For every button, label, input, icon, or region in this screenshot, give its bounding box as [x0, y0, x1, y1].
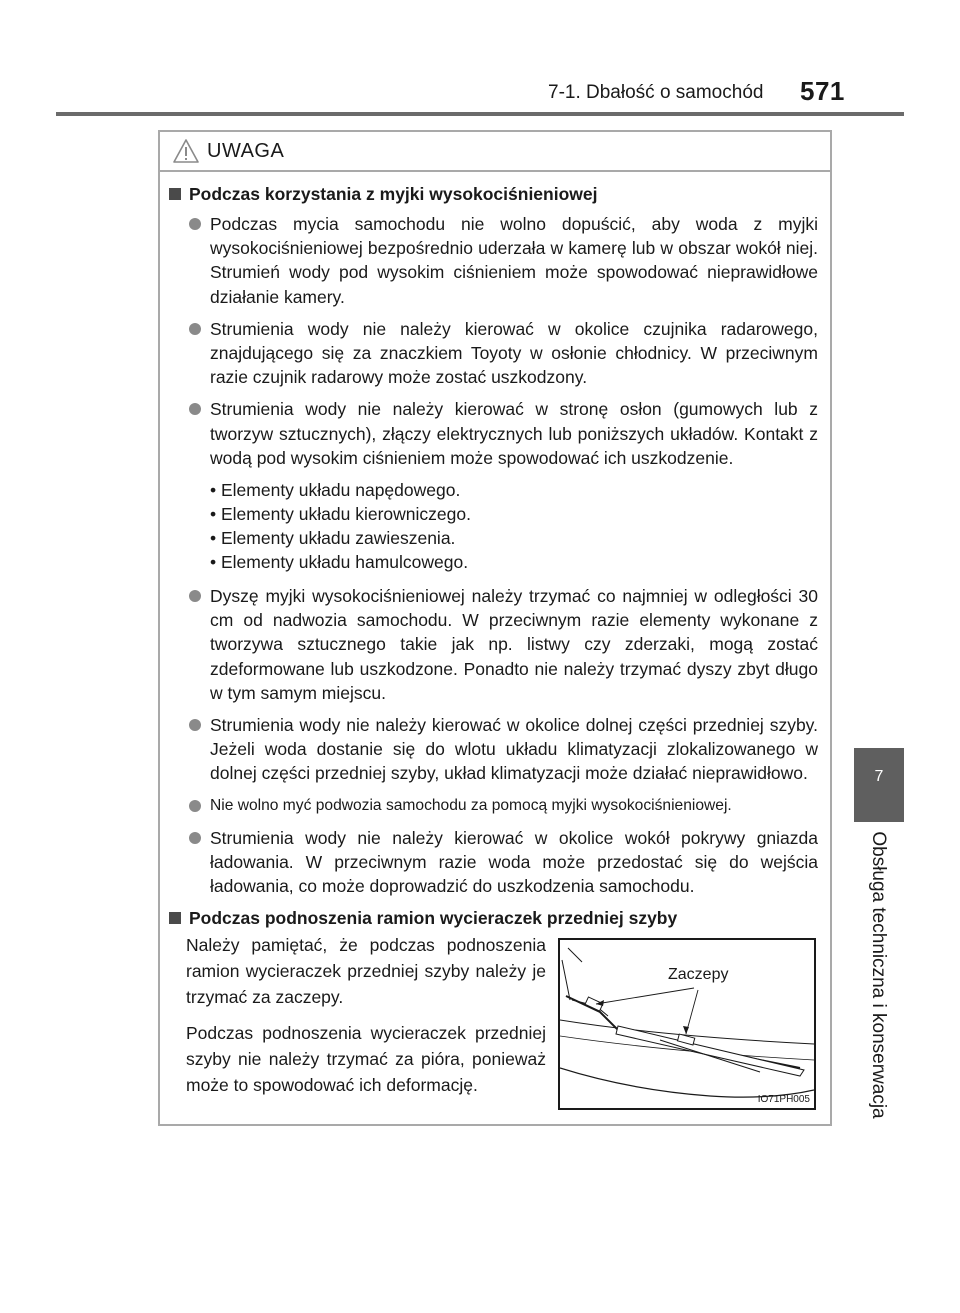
- chapter-tab: [854, 748, 904, 822]
- page-number: 571: [800, 76, 845, 106]
- chapter-title: Obsługa techniczna i konserwacja: [868, 831, 889, 1119]
- list-item: Strumienia wody nie należy kierować w okolice dolnej części przedniej szyby. Jeżeli woda dostanie się do wlotu układu klimatyzacji zlokalizowanego w dolnej części przedniej szyby, układ klimatyzacji może działać nieprawidłowo.: [168, 713, 818, 786]
- warning-box: [158, 130, 832, 1126]
- paragraph: Należy pamiętać, że podczas podnoszenia ramion wycieraczek przedniej szyby należy je trzymać za zaczepy.: [186, 935, 546, 1007]
- list-item: Strumienia wody nie należy kierować w stronę osłon (gumowych lub z tworzyw sztucznych), złączy elektrycznych lub poniższych układów. Kontakt z wodą pod wysokim ciśnieniem może spowodować ich uszkodzenie.: [168, 397, 818, 470]
- warning-label: UWAGA: [207, 140, 285, 162]
- sublist-item: • Elementy układu napędowego.: [210, 480, 461, 501]
- paragraph: Podczas podnoszenia wycieraczek przedniej szyby nie należy trzymać za pióra, ponieważ może to spowodować ich deformację.: [186, 1023, 546, 1095]
- list-item: Strumienia wody nie należy kierować w okolice wokół pokrywy gniazda ładowania. W przeciwnym razie woda może przedostać się do wejścia ładowania, co może doprowadzić do uszkodzenia samochodu.: [168, 826, 818, 899]
- list-item: Dyszę myjki wysokociśnieniowej należy trzymać co najmniej w odległości 30 cm od nadwozia samochodu. W przeciwnym razie elementy wykonane z tworzywa sztucznego takie jak np. listwy czy zderzaki, mogą zostać zdeformowane lub uszkodzone. Ponadto nie należy trzymać dyszy zbyt długo w tym samym miejscu.: [168, 584, 818, 705]
- section-heading-text: Podczas podnoszenia ramion wycieraczek przedniej szyby: [189, 908, 678, 929]
- warning-header: [160, 132, 830, 172]
- header-divider: [56, 112, 904, 116]
- warning-content: [168, 182, 818, 936]
- sublist-item: • Elementy układu hamulcowego.: [210, 552, 469, 573]
- circle-bullet-icon: [189, 323, 201, 335]
- section-heading-text: Podczas korzystania z myjki wysokociśnieniowej: [189, 184, 598, 204]
- square-bullet-icon: [169, 188, 181, 200]
- circle-bullet-icon: [189, 832, 201, 844]
- list-item: Nie wolno myć podwozia samochodu za pomocą myjki wysokociśnieniowej.: [168, 794, 818, 818]
- circle-bullet-icon: [189, 218, 201, 230]
- sublist-item: • Elementy układu zawieszenia.: [210, 528, 456, 549]
- wiper-figure: [558, 938, 816, 1110]
- sublist-item: • Elementy układu kierowniczego.: [210, 504, 471, 525]
- section-heading: [168, 906, 818, 930]
- section-title: 7-1. Dbałość o samochód: [548, 82, 764, 103]
- wiper-instructions: [186, 932, 546, 1108]
- list-item: Strumienia wody nie należy kierować w okolice czujnika radarowego, znajdującego się za znaczkiem Toyoty w osłonie chłodnicy. W przeciwnym razie czujnik radarowy może zostać uszkodzony.: [168, 317, 818, 390]
- circle-bullet-icon: [189, 800, 201, 812]
- figure-code: IO71PH005: [757, 1094, 810, 1105]
- circle-bullet-icon: [189, 590, 201, 602]
- circle-bullet-icon: [189, 719, 201, 731]
- figure-callout: Zaczepy: [668, 966, 729, 983]
- list-item: Podczas mycia samochodu nie wolno dopuścić, aby woda z myjki wysokociśnieniowej bezpośrednio uderzała w kamerę lub w obszar wokół niej. Strumień wody pod wysokim ciśnieniem może spowodować nieprawidłowe działanie kamery.: [168, 212, 818, 309]
- warning-triangle-icon: [172, 138, 200, 164]
- square-bullet-icon: [169, 912, 181, 924]
- systems-sublist: [168, 478, 818, 574]
- circle-bullet-icon: [189, 403, 201, 415]
- section-heading: [168, 182, 818, 206]
- chapter-number: 7: [874, 768, 884, 785]
